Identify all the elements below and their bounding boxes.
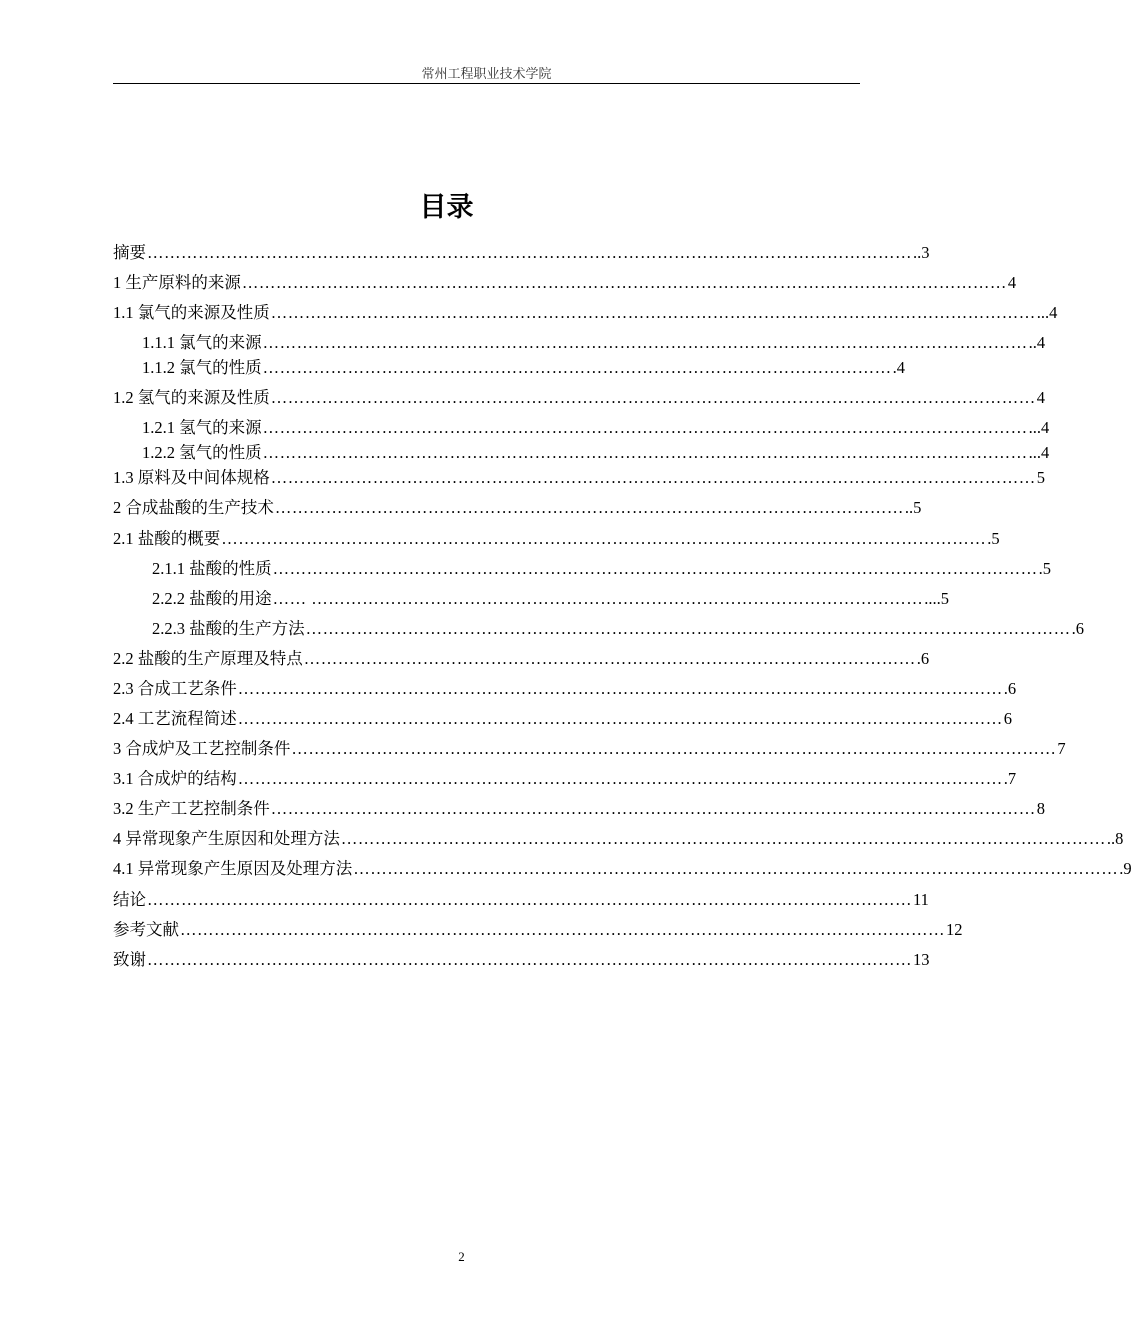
toc-page-number: ...4 bbox=[1036, 303, 1058, 322]
toc-entry-acknowledgements[interactable] bbox=[113, 949, 930, 971]
toc-entry-2[interactable] bbox=[113, 497, 922, 519]
toc-page-number: ..5 bbox=[904, 498, 922, 517]
toc-page-number: 4 bbox=[1036, 388, 1045, 407]
toc-leader: ……………………………………………………………………………………………………………………… bbox=[291, 739, 1057, 758]
toc-entry-1-3[interactable] bbox=[113, 467, 1045, 489]
toc-label: 1.1 氯气的来源及性质 bbox=[113, 303, 270, 322]
toc-page-number: ....5 bbox=[924, 589, 949, 608]
toc-label: 参考文献 bbox=[113, 920, 179, 939]
toc-page-number: 7 bbox=[1057, 739, 1066, 758]
toc-page-number: 4 bbox=[1007, 273, 1017, 292]
toc-entry-2-3[interactable] bbox=[113, 678, 1017, 700]
toc-page-number: .6 bbox=[1071, 619, 1084, 638]
toc-leader: ……………………………………………………………………………………………………………………… bbox=[270, 799, 1036, 818]
toc-entry-4[interactable] bbox=[113, 828, 1124, 850]
toc-page-number: 13 bbox=[913, 950, 930, 969]
toc-leader: ……………………………………………………………………………………………………………………… bbox=[237, 709, 1003, 728]
toc-entry-1-2[interactable] bbox=[113, 387, 1045, 409]
toc-entry-2-2-2[interactable] bbox=[152, 588, 949, 610]
page-number: 2 bbox=[458, 1249, 465, 1264]
toc-entry-1[interactable] bbox=[113, 272, 1017, 294]
toc-leader: ………………………………………………………………………………………………… bbox=[262, 358, 892, 377]
toc-leader: ……………………………………………………………………………………………………………………… bbox=[340, 829, 1106, 848]
toc-label: 摘要 bbox=[113, 243, 146, 262]
toc-leader: ……………………………………………………………………………………………………………………… bbox=[262, 333, 1028, 352]
toc-label: 2.2 盐酸的生产原理及特点 bbox=[113, 649, 303, 668]
toc-leader: ……………………………………………………………………………………………………………………… bbox=[353, 859, 1119, 878]
toc-label: 1 生产原料的来源 bbox=[113, 273, 241, 292]
toc-label: 2.2.2 盐酸的用途 bbox=[152, 589, 272, 608]
toc-page-number: .9 bbox=[1119, 859, 1132, 878]
toc-page-number: .4 bbox=[892, 358, 905, 377]
toc-page-number: ..3 bbox=[913, 243, 930, 262]
toc-leader: ……………………………………………………………………………………………………………………… bbox=[270, 468, 1036, 487]
toc-entry-2-4[interactable] bbox=[113, 708, 1012, 730]
toc-label: 结论 bbox=[113, 890, 146, 909]
toc-page-number: .5 bbox=[987, 529, 1000, 548]
toc-page-number: 8 bbox=[1036, 799, 1045, 818]
toc-title: 目录 bbox=[419, 192, 474, 223]
toc-leader: ……………………………………………………………………………………………………………………… bbox=[241, 273, 1007, 292]
toc-page-number: 5 bbox=[1036, 468, 1045, 487]
toc-page-number: .7 bbox=[1003, 769, 1017, 788]
toc-label: 1.1.2 氯气的性质 bbox=[142, 358, 262, 377]
toc-leader: ……………………………………………………………………………………………………………………… bbox=[272, 559, 1038, 578]
toc-page-number: ...4 bbox=[1028, 443, 1050, 462]
toc-label: 2.4 工艺流程简述 bbox=[113, 709, 237, 728]
toc-label: 1.2.2 氢气的性质 bbox=[142, 443, 262, 462]
toc-label: 3.1 合成炉的结构 bbox=[113, 769, 237, 788]
toc-page-number: .6 bbox=[1003, 679, 1017, 698]
toc-entry-4-1[interactable] bbox=[113, 858, 1132, 880]
toc-entry-2-1-1[interactable] bbox=[152, 558, 1051, 580]
toc-label: 4 异常现象产生原因和处理方法 bbox=[113, 829, 340, 848]
toc-leader: ……………………………………………………………………………………………………………………… bbox=[270, 388, 1036, 407]
toc-leader: ……………………………………………………………………………………………………………………… bbox=[221, 529, 987, 548]
toc-leader: ……………………………………………………………………………………………………………………… bbox=[147, 243, 912, 262]
toc-leader: ……………………………………………………………………………………………………………………… bbox=[270, 303, 1036, 322]
toc-page-number: .6 bbox=[916, 649, 930, 668]
toc-label: 3.2 生产工艺控制条件 bbox=[113, 799, 270, 818]
toc-label: 2.1.1 盐酸的性质 bbox=[152, 559, 272, 578]
toc-leader: ……………………………………………………………………………………………………………………… bbox=[262, 443, 1028, 462]
toc-entry-references[interactable] bbox=[113, 919, 963, 941]
toc-entry-1-2-1[interactable] bbox=[142, 417, 1050, 439]
toc-page-number: 11 bbox=[913, 890, 929, 909]
toc-entry-3-2[interactable] bbox=[113, 798, 1045, 820]
toc-leader: ……………………………………………………………………………………………………………………… bbox=[305, 619, 1071, 638]
toc-label: 3 合成炉及工艺控制条件 bbox=[113, 739, 291, 758]
toc-label: 1.2 氢气的来源及性质 bbox=[113, 388, 270, 407]
toc-page-number: ..4 bbox=[1028, 333, 1046, 352]
toc-entry-1-1[interactable] bbox=[113, 302, 1058, 324]
toc-label: 2 合成盐酸的生产技术 bbox=[113, 498, 274, 517]
toc-entry-3[interactable] bbox=[113, 738, 1066, 760]
toc-entry-3-1[interactable] bbox=[113, 768, 1017, 790]
toc-label: 2.3 合成工艺条件 bbox=[113, 679, 237, 698]
page-header: 常州工程职业技术学院 bbox=[421, 66, 552, 81]
toc-entry-2-1[interactable] bbox=[113, 528, 1000, 550]
toc-entry-abstract[interactable] bbox=[113, 242, 930, 264]
toc-entry-2-2[interactable] bbox=[113, 648, 930, 670]
toc-leader: ………………………………………………………………………………………………… bbox=[274, 498, 904, 517]
toc-entry-1-1-2[interactable] bbox=[142, 357, 905, 379]
toc-leader: ……………………………………………………………………………………………………………………… bbox=[147, 950, 912, 969]
toc-label: 2.2.3 盐酸的生产方法 bbox=[152, 619, 305, 638]
toc-leader: ……………………………………………………………………………………………………………………… bbox=[237, 679, 1003, 698]
toc-page-number: 6 bbox=[1003, 709, 1012, 728]
toc-label: 致谢 bbox=[113, 950, 146, 969]
toc-entry-2-2-3[interactable] bbox=[152, 618, 1084, 640]
toc-leader: ……………………………………………………………………………………………………………………… bbox=[262, 418, 1028, 437]
toc-entry-1-1-1[interactable] bbox=[142, 332, 1046, 354]
toc-entry-conclusion[interactable] bbox=[113, 889, 929, 911]
toc-page-number: ...4 bbox=[1028, 418, 1050, 437]
toc-label: 4.1 异常现象产生原因及处理方法 bbox=[113, 859, 353, 878]
toc-leader: ……………………………………………………………………………………………… bbox=[303, 649, 916, 668]
toc-label: 1.1.1 氯气的来源 bbox=[142, 333, 262, 352]
toc-page-number: ..8 bbox=[1106, 829, 1124, 848]
toc-page-number: 12 bbox=[946, 920, 963, 939]
toc-leader: ……………………………………………………………………………………………………………………… bbox=[237, 769, 1003, 788]
toc-label: 1.2.1 氢气的来源 bbox=[142, 418, 262, 437]
toc-leader: …… ……………………………………………………………………………………………… bbox=[272, 589, 924, 608]
toc-page-number: .5 bbox=[1038, 559, 1051, 578]
toc-entry-1-2-2[interactable] bbox=[142, 442, 1050, 464]
toc-label: 1.3 原料及中间体规格 bbox=[113, 468, 270, 487]
toc-leader: ……………………………………………………………………………………………………………………… bbox=[147, 890, 912, 909]
toc-leader: ……………………………………………………………………………………………………………………… bbox=[180, 920, 945, 939]
toc-label: 2.1 盐酸的概要 bbox=[113, 529, 221, 548]
